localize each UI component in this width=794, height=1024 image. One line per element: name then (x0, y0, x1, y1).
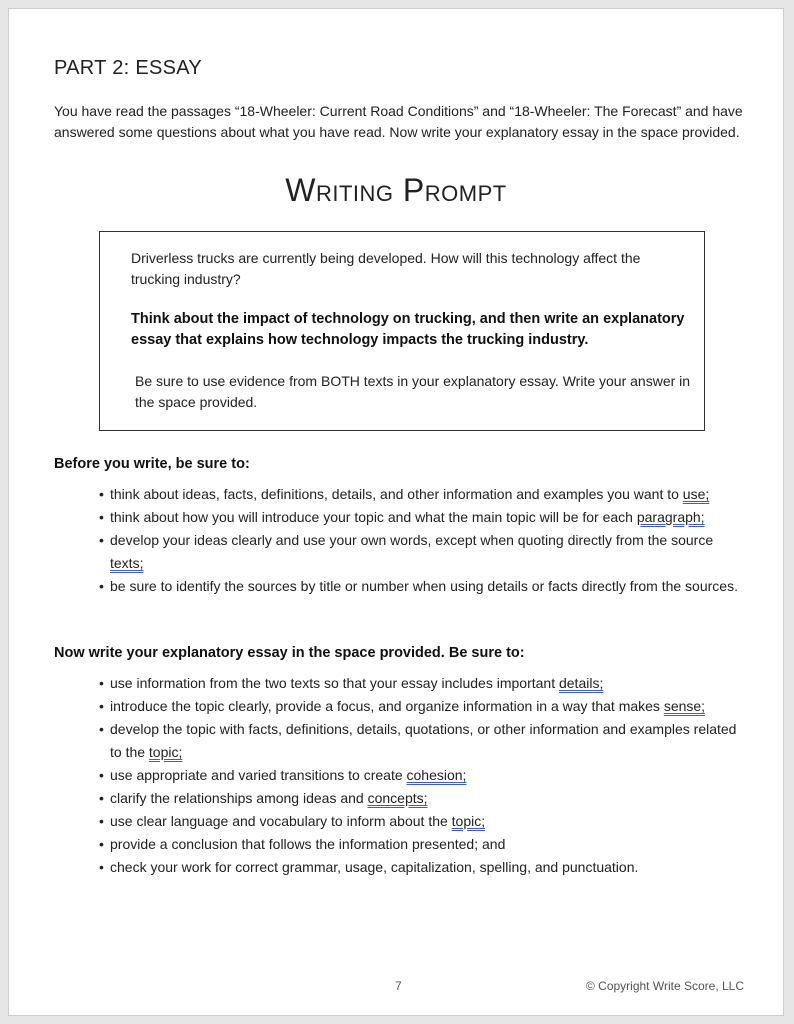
list-item: • check your work for correct grammar, usage, capitalization, spelling, and punctuation. (99, 856, 749, 879)
list-item: • be sure to identify the sources by title or number when using details or facts directly from the sources. (99, 575, 749, 598)
before-heading: Before you write, be sure to: (54, 456, 250, 472)
prompt-box (99, 231, 705, 431)
list-item: • use clear language and vocabulary to inform about the topic; (99, 810, 749, 833)
prompt-question: Driverless trucks are currently being developed. How will this technology affect the trucking industry? (131, 250, 641, 287)
prompt-bold-instruction: Think about the impact of technology on trucking, and then write an explanatory essay that explains how technology impacts the trucking industry. (131, 311, 685, 348)
list-item: • introduce the topic clearly, provide a focus, and organize information in a way that makes sense; (99, 695, 749, 718)
list-item: • think about ideas, facts, definitions, details, and other information and examples you want to use; (99, 483, 749, 506)
writing-prompt-title: Writing Prompt (285, 172, 507, 208)
list-item: • develop the topic with facts, definitions, details, quotations, or other information and examples related to the topic; (99, 718, 749, 764)
now-list (99, 672, 749, 879)
document-page (8, 8, 784, 1016)
now-heading: Now write your explanatory essay in the space provided. Be sure to: (54, 645, 525, 661)
before-list (99, 483, 749, 598)
list-item: • use appropriate and varied transitions to create cohesion; (99, 764, 749, 787)
part-heading: PART 2: ESSAY (54, 57, 203, 79)
list-item: • develop your ideas clearly and use your own words, except when quoting directly from the source texts; (99, 529, 749, 575)
list-item: • provide a conclusion that follows the information presented; and (99, 833, 749, 856)
copyright-notice: © Copyright Write Score, LLC (585, 979, 744, 993)
page-number: 7 (395, 979, 402, 993)
prompt-evidence-note: Be sure to use evidence from BOTH texts in your explanatory essay. Write your answer in the space provided. (135, 373, 691, 410)
list-item: • clarify the relationships among ideas and concepts; (99, 787, 749, 810)
list-item: • think about how you will introduce your topic and what the main topic will be for each paragraph; (99, 506, 749, 529)
intro-paragraph: You have read the passages “18-Wheeler: Current Road Conditions” and “18-Wheeler: The Forecast” and have answered some questions about what you have read. Now write your explanatory essay in the space provided. (54, 103, 743, 140)
list-item: • use information from the two texts so that your essay includes important details; (99, 672, 749, 695)
